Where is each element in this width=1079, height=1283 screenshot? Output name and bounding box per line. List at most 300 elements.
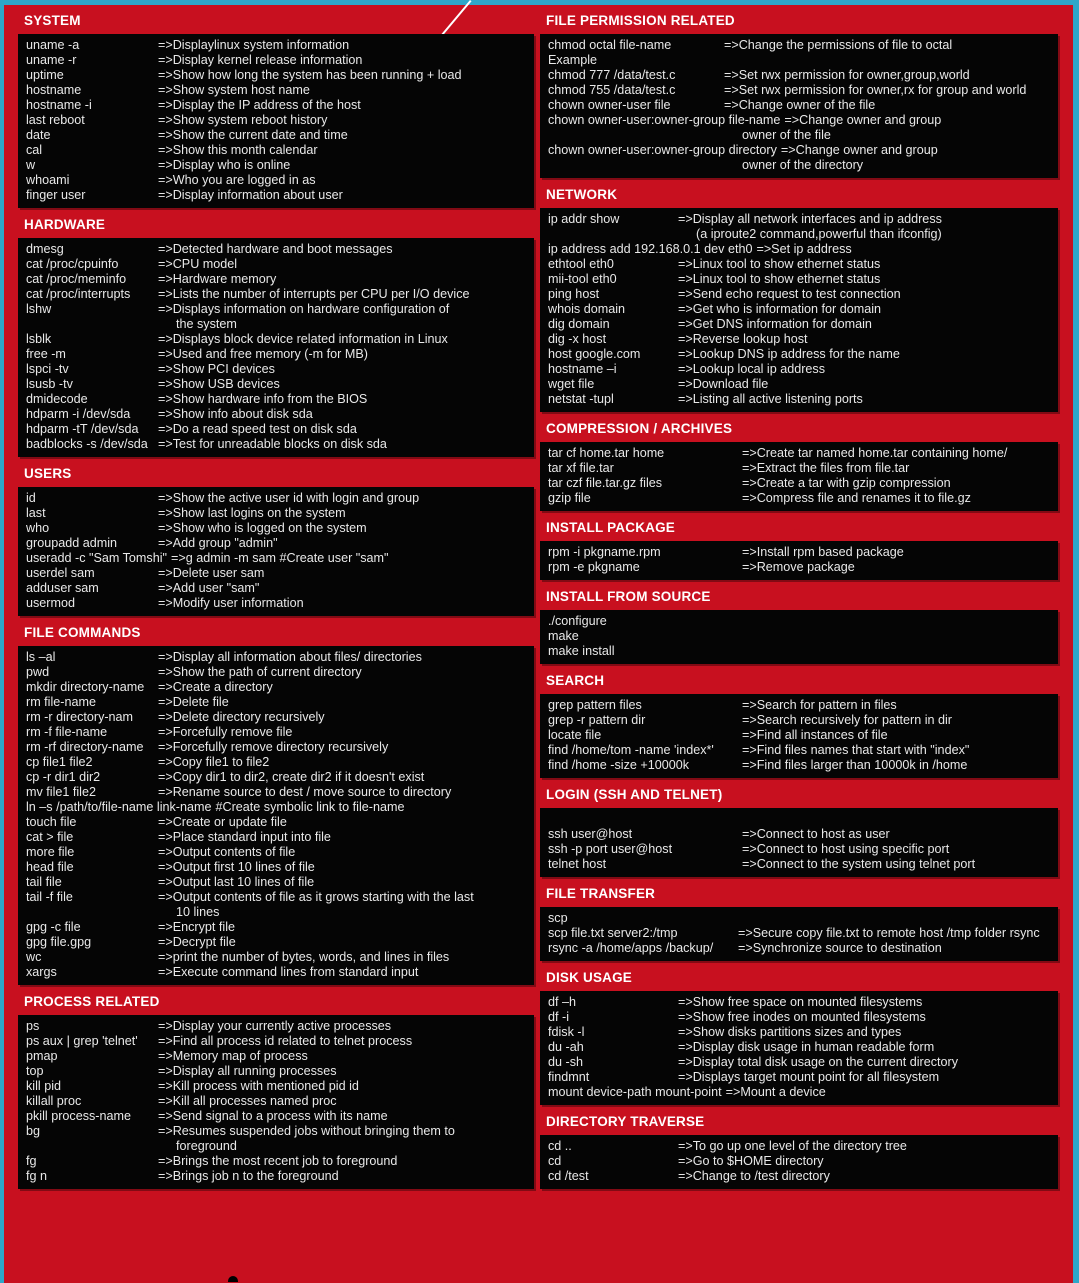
command-name: df –h — [548, 995, 577, 1009]
command-name: tar xf file.tar — [548, 461, 614, 475]
command-row — [26, 680, 528, 695]
command-row — [26, 362, 528, 377]
command-name: du -ah — [548, 1040, 584, 1054]
command-row — [548, 158, 1052, 173]
command-description: =>Show free space on mounted filesystems — [678, 995, 923, 1009]
command-row — [26, 407, 528, 422]
command-description: =>Display all information about files/ directories — [158, 650, 422, 664]
command-list — [18, 34, 534, 208]
command-description: =>Who you are logged in as — [158, 173, 316, 187]
command-list — [540, 541, 1058, 580]
command-name: fdisk -l — [548, 1025, 585, 1039]
command-description: =>Output contents of file — [158, 845, 296, 859]
command-name: grep -r pattern dir — [548, 713, 646, 727]
command-name: hostname -i — [26, 98, 92, 112]
command-row — [548, 1070, 1052, 1085]
command-row — [26, 740, 528, 755]
command-description: =>Linux tool to show ethernet status — [678, 272, 881, 286]
command-description: =>Remove package — [742, 560, 855, 574]
command-row — [548, 242, 1052, 257]
command-name: df -i — [548, 1010, 569, 1024]
command-name: bg — [26, 1124, 41, 1138]
command-description: =>Copy file1 to file2 — [158, 755, 270, 769]
command-name: tail -f file — [26, 890, 73, 904]
command-name: pwd — [26, 665, 50, 679]
command-name: locate file — [548, 728, 602, 742]
command-description: =>Forcefully remove file — [158, 725, 293, 739]
command-row — [26, 302, 528, 317]
command-description: =>Show how long the system has been running + load — [158, 68, 462, 82]
command-name: chmod 755 /data/test.c — [548, 83, 676, 97]
command-row — [548, 128, 1052, 143]
section-compression-archives — [540, 416, 1058, 511]
command-row — [548, 83, 1052, 98]
command-name: scp file.txt server2:/tmp — [548, 926, 678, 940]
command-name: make install — [548, 644, 615, 658]
command-description: =>To go up one level of the directory tree — [678, 1139, 907, 1153]
command-name: userdel sam — [26, 566, 95, 580]
section-title: SYSTEM — [24, 13, 81, 28]
command-row — [26, 725, 528, 740]
command-row — [26, 815, 528, 830]
command-name: chmod octal file-name — [548, 38, 672, 52]
command-description: =>Connect to host using specific port — [742, 842, 950, 856]
command-name — [26, 317, 158, 332]
command-row — [26, 347, 528, 362]
command-description: =>Find files larger than 10000k in /home — [742, 758, 968, 772]
command-row — [548, 1085, 1052, 1100]
command-name: cp -r dir1 dir2 — [26, 770, 101, 784]
command-row — [26, 521, 528, 536]
command-name: whois domain — [548, 302, 626, 316]
command-row — [26, 800, 528, 815]
command-row — [548, 362, 1052, 377]
command-name: xargs — [26, 965, 57, 979]
command-name: pmap — [26, 1049, 58, 1063]
section-title: INSTALL PACKAGE — [546, 520, 676, 535]
command-row — [26, 950, 528, 965]
command-list — [540, 808, 1058, 877]
command-description: =>Delete user sam — [158, 566, 265, 580]
command-row — [548, 995, 1052, 1010]
command-row — [26, 143, 528, 158]
command-name: tail file — [26, 875, 62, 889]
section-title: PROCESS RELATED — [24, 994, 160, 1009]
command-row — [26, 830, 528, 845]
command-description: =>Displays information on hardware configuration of — [158, 302, 450, 316]
command-row — [548, 941, 1052, 956]
command-name: groupadd admin — [26, 536, 118, 550]
command-name: fg — [26, 1154, 37, 1168]
command-row — [26, 392, 528, 407]
command-row — [26, 770, 528, 785]
section-title: FILE TRANSFER — [546, 886, 656, 901]
command-name: touch file — [26, 815, 77, 829]
command-name: findmnt — [548, 1070, 590, 1084]
command-row — [26, 53, 528, 68]
command-name: cat /proc/interrupts — [26, 287, 131, 301]
command-description: =>Mount a device — [725, 1085, 826, 1099]
command-description: =>Delete directory recursively — [158, 710, 325, 724]
command-row — [548, 491, 1052, 506]
command-name: dig -x host — [548, 332, 607, 346]
command-description: =>Place standard input into file — [158, 830, 331, 844]
command-description: =>Detected hardware and boot messages — [158, 242, 393, 256]
command-name: pkill process-name — [26, 1109, 131, 1123]
command-row — [26, 1139, 528, 1154]
command-row — [548, 113, 1052, 128]
command-description: =>Change owner and group — [784, 113, 942, 127]
command-description: =>Change owner and group — [780, 143, 938, 157]
command-description: =>Kill process with mentioned pid id — [158, 1079, 359, 1093]
command-name: finger user — [26, 188, 86, 202]
command-row — [548, 842, 1052, 857]
decorative-dot — [228, 1276, 238, 1282]
command-name — [548, 158, 724, 173]
command-row — [548, 1010, 1052, 1025]
command-row — [26, 860, 528, 875]
command-row — [548, 743, 1052, 758]
command-row — [26, 1109, 528, 1124]
command-name: rsync -a /home/apps /backup/ — [548, 941, 714, 955]
command-name: hostname –i — [548, 362, 617, 376]
command-row — [26, 1019, 528, 1034]
command-row — [548, 227, 1052, 242]
command-row — [26, 581, 528, 596]
command-name: ps aux | grep 'telnet' — [26, 1034, 138, 1048]
command-row — [548, 545, 1052, 560]
command-description: =>Resumes suspended jobs without bringing them to — [158, 1124, 455, 1138]
command-name: top — [26, 1064, 44, 1078]
command-description: =>Extract the files from file.tar — [742, 461, 910, 475]
command-row — [548, 68, 1052, 83]
command-row — [26, 965, 528, 980]
command-name: ln –s /path/to/file-name link-name — [26, 800, 212, 814]
section-title: USERS — [24, 466, 72, 481]
command-list — [540, 208, 1058, 412]
command-description: owner of the directory — [742, 158, 864, 172]
command-description: =>Display total disk usage on the current directory — [678, 1055, 959, 1069]
command-description: =>Show PCI devices — [158, 362, 275, 376]
section-title: DIRECTORY TRAVERSE — [546, 1114, 705, 1129]
command-list — [540, 610, 1058, 664]
command-description: =>Delete file — [158, 695, 229, 709]
command-row — [548, 1139, 1052, 1154]
command-name: cd /test — [548, 1169, 589, 1183]
command-description: =>Show disks partitions sizes and types — [678, 1025, 902, 1039]
section-title: INSTALL FROM SOURCE — [546, 589, 711, 604]
command-row — [548, 347, 1052, 362]
command-description: =>Forcefully remove directory recursively — [158, 740, 389, 754]
command-name: whoami — [26, 173, 70, 187]
command-row — [26, 1094, 528, 1109]
command-name: telnet host — [548, 857, 607, 871]
command-description: =>Find all process id related to telnet process — [158, 1034, 413, 1048]
command-row — [548, 392, 1052, 407]
command-description: 10 lines — [176, 905, 220, 919]
section-title: FILE COMMANDS — [24, 625, 141, 640]
command-row — [26, 332, 528, 347]
command-name: killall proc — [26, 1094, 82, 1108]
command-name: ip address add 192.168.0.1 dev eth0 — [548, 242, 753, 256]
command-row — [26, 755, 528, 770]
command-description: =>Display your currently active processes — [158, 1019, 392, 1033]
command-description: =>Send echo request to test connection — [678, 287, 901, 301]
command-row — [26, 128, 528, 143]
section-process-related — [18, 989, 534, 1189]
command-row — [548, 287, 1052, 302]
command-description — [724, 53, 1052, 68]
command-name — [548, 128, 724, 143]
command-row — [548, 98, 1052, 113]
command-row — [26, 491, 528, 506]
command-row — [26, 1169, 528, 1184]
section-title: COMPRESSION / ARCHIVES — [546, 421, 733, 436]
command-description — [742, 644, 1052, 659]
command-description: =>Show the path of current directory — [158, 665, 362, 679]
command-description — [738, 911, 1052, 926]
command-name: usermod — [26, 596, 75, 610]
command-row — [26, 710, 528, 725]
command-description: =>Get DNS information for domain — [678, 317, 872, 331]
command-row — [548, 212, 1052, 227]
command-description: =>g admin -m sam #Create user "sam" — [171, 551, 389, 565]
command-description: =>Copy dir1 to dir2, create dir2 if it doesn't exist — [158, 770, 425, 784]
command-name: ssh -p port user@host — [548, 842, 673, 856]
command-name: hdparm -tT /dev/sda — [26, 422, 139, 436]
command-name: mkdir directory-name — [26, 680, 145, 694]
command-description: =>Show last logins on the system — [158, 506, 346, 520]
command-description: =>Change owner of the file — [724, 98, 876, 112]
command-row — [548, 272, 1052, 287]
command-name: lspci -tv — [26, 362, 69, 376]
command-name: scp — [548, 911, 568, 925]
command-description: =>Lookup DNS ip address for the name — [678, 347, 900, 361]
command-name: ssh user@host — [548, 827, 633, 841]
command-description: =>Displays block device related information in Linux — [158, 332, 448, 346]
command-description: =>Show this month calendar — [158, 143, 318, 157]
command-description: =>Display information about user — [158, 188, 343, 202]
command-row — [26, 377, 528, 392]
command-row — [548, 302, 1052, 317]
command-name: find /home -size +10000k — [548, 758, 690, 772]
command-description: =>Show free inodes on mounted filesystems — [678, 1010, 926, 1024]
command-name — [26, 905, 158, 920]
command-name: cd .. — [548, 1139, 572, 1153]
command-list — [18, 238, 534, 457]
command-row — [26, 845, 528, 860]
command-description: =>Brings job n to the foreground — [158, 1169, 339, 1183]
command-description: =>Go to $HOME directory — [678, 1154, 824, 1168]
command-row — [548, 629, 1052, 644]
command-name: wget file — [548, 377, 595, 391]
command-row — [26, 113, 528, 128]
command-description: =>Show system host name — [158, 83, 310, 97]
command-name: wc — [26, 950, 42, 964]
command-description: =>Display all network interfaces and ip address — [678, 212, 942, 226]
left-column — [18, 8, 534, 1193]
command-description: (a iproute2 command,powerful than ifconfig) — [696, 227, 942, 241]
section-title: LOGIN (SSH AND TELNET) — [546, 787, 723, 802]
command-name: dmesg — [26, 242, 64, 256]
section-network — [540, 182, 1058, 412]
command-row — [548, 476, 1052, 491]
command-row — [26, 1124, 528, 1139]
command-description: =>Show hardware info from the BIOS — [158, 392, 368, 406]
command-description: =>Rename source to dest / move source to directory — [158, 785, 452, 799]
command-row — [548, 143, 1052, 158]
command-name: grep pattern files — [548, 698, 642, 712]
command-row — [26, 38, 528, 53]
command-name: Example — [548, 53, 597, 67]
command-row — [26, 173, 528, 188]
command-row — [26, 68, 528, 83]
command-description: =>Connect to host as user — [742, 827, 890, 841]
command-name: rm -r directory-nam — [26, 710, 134, 724]
command-description: =>Change to /test directory — [678, 1169, 830, 1183]
command-row — [26, 257, 528, 272]
command-row — [548, 560, 1052, 575]
command-row — [548, 332, 1052, 347]
command-description — [742, 629, 1052, 644]
command-name: chown owner-user file — [548, 98, 671, 112]
command-description: =>Kill all processes named proc — [158, 1094, 337, 1108]
command-name: chmod 777 /data/test.c — [548, 68, 676, 82]
command-description: =>CPU model — [158, 257, 238, 271]
command-description: =>Test for unreadable blocks on disk sda — [158, 437, 387, 451]
command-description: the system — [176, 317, 237, 331]
command-row — [26, 83, 528, 98]
command-list — [540, 34, 1058, 178]
command-description: =>Show the current date and time — [158, 128, 348, 142]
command-row — [26, 551, 528, 566]
command-name: badblocks -s /dev/sda — [26, 437, 148, 451]
command-list — [540, 907, 1058, 961]
command-name: uptime — [26, 68, 64, 82]
command-description: =>print the number of bytes, words, and lines in files — [158, 950, 450, 964]
command-description: =>Show who is logged on the system — [158, 521, 367, 535]
command-name: useradd -c "Sam Tomshi" — [26, 551, 167, 565]
command-description: =>Do a read speed test on disk sda — [158, 422, 357, 436]
command-description: owner of the file — [742, 128, 831, 142]
command-name: w — [26, 158, 36, 172]
command-row — [548, 53, 1052, 68]
command-description: =>Output first 10 lines of file — [158, 860, 315, 874]
command-description: =>Add user "sam" — [158, 581, 260, 595]
command-row — [26, 242, 528, 257]
section-file-commands — [18, 620, 534, 985]
command-name: host google.com — [548, 347, 641, 361]
command-description: =>Display who is online — [158, 158, 291, 172]
top-border — [0, 0, 1079, 5]
command-name: gzip file — [548, 491, 591, 505]
command-description: =>Show system reboot history — [158, 113, 328, 127]
command-row — [548, 377, 1052, 392]
right-column — [540, 8, 1058, 1193]
command-row — [26, 905, 528, 920]
command-name: last reboot — [26, 113, 85, 127]
command-description: =>Output contents of file as it grows starting with the last — [158, 890, 474, 904]
command-description: =>Listing all active listening ports — [678, 392, 863, 406]
command-description: =>Search recursively for pattern in dir — [742, 713, 952, 727]
section-title: HARDWARE — [24, 217, 106, 232]
command-name: chown owner-user:owner-group directory — [548, 143, 777, 157]
command-name: ethtool eth0 — [548, 257, 614, 271]
command-row — [548, 698, 1052, 713]
command-list — [540, 442, 1058, 511]
command-row — [548, 1055, 1052, 1070]
command-name: cat /proc/meminfo — [26, 272, 127, 286]
command-description: =>Display disk usage in human readable form — [678, 1040, 935, 1054]
command-row — [548, 812, 1052, 827]
command-description: foreground — [176, 1139, 237, 1153]
command-description: =>Used and free memory (-m for MB) — [158, 347, 368, 361]
command-row — [26, 1154, 528, 1169]
command-description: =>Send signal to a process with its name — [158, 1109, 388, 1123]
section-system — [18, 8, 534, 208]
command-description: =>Display all running processes — [158, 1064, 337, 1078]
command-description — [742, 812, 1052, 827]
command-name: du -sh — [548, 1055, 584, 1069]
command-name: lsusb -tv — [26, 377, 73, 391]
command-row — [26, 188, 528, 203]
command-row — [548, 317, 1052, 332]
command-row — [26, 272, 528, 287]
command-description: =>Linux tool to show ethernet status — [678, 257, 881, 271]
section-login-ssh-and-telnet — [540, 782, 1058, 877]
section-users — [18, 461, 534, 616]
command-name: rm -rf directory-name — [26, 740, 144, 754]
command-description: =>Secure copy file.txt to remote host /tmp folder rsync — [738, 926, 1040, 940]
command-name: ip addr show — [548, 212, 620, 226]
command-description: =>Set ip address — [756, 242, 852, 256]
command-row — [26, 566, 528, 581]
command-description: =>Displaylinux system information — [158, 38, 350, 52]
command-description: =>Display kernel release information — [158, 53, 363, 67]
command-description: =>Output last 10 lines of file — [158, 875, 315, 889]
command-row — [26, 437, 528, 452]
command-name — [26, 1139, 158, 1154]
command-description — [742, 614, 1052, 629]
command-row — [548, 911, 1052, 926]
command-row — [26, 650, 528, 665]
command-name: cd — [548, 1154, 562, 1168]
command-description: =>Execute command lines from standard input — [158, 965, 419, 979]
command-name: date — [26, 128, 51, 142]
command-name: head file — [26, 860, 74, 874]
command-name: uname -r — [26, 53, 77, 67]
command-list — [18, 646, 534, 985]
section-file-transfer — [540, 881, 1058, 961]
command-row — [548, 257, 1052, 272]
command-row — [26, 158, 528, 173]
command-description: =>Brings the most recent job to foreground — [158, 1154, 398, 1168]
section-install-from-source — [540, 584, 1058, 664]
command-description: =>Display the IP address of the host — [158, 98, 361, 112]
command-row — [26, 935, 528, 950]
command-row — [548, 1154, 1052, 1169]
section-title: NETWORK — [546, 187, 618, 202]
section-file-permission-related — [540, 8, 1058, 178]
command-description: =>Add group "admin" — [158, 536, 278, 550]
command-description: =>Memory map of process — [158, 1049, 308, 1063]
command-row — [26, 287, 528, 302]
command-name: id — [26, 491, 36, 505]
command-row — [26, 422, 528, 437]
command-name: ps — [26, 1019, 40, 1033]
command-description: =>Set rwx permission for owner,rx for group and world — [724, 83, 1027, 97]
command-description: =>Compress file and renames it to file.gz — [742, 491, 971, 505]
